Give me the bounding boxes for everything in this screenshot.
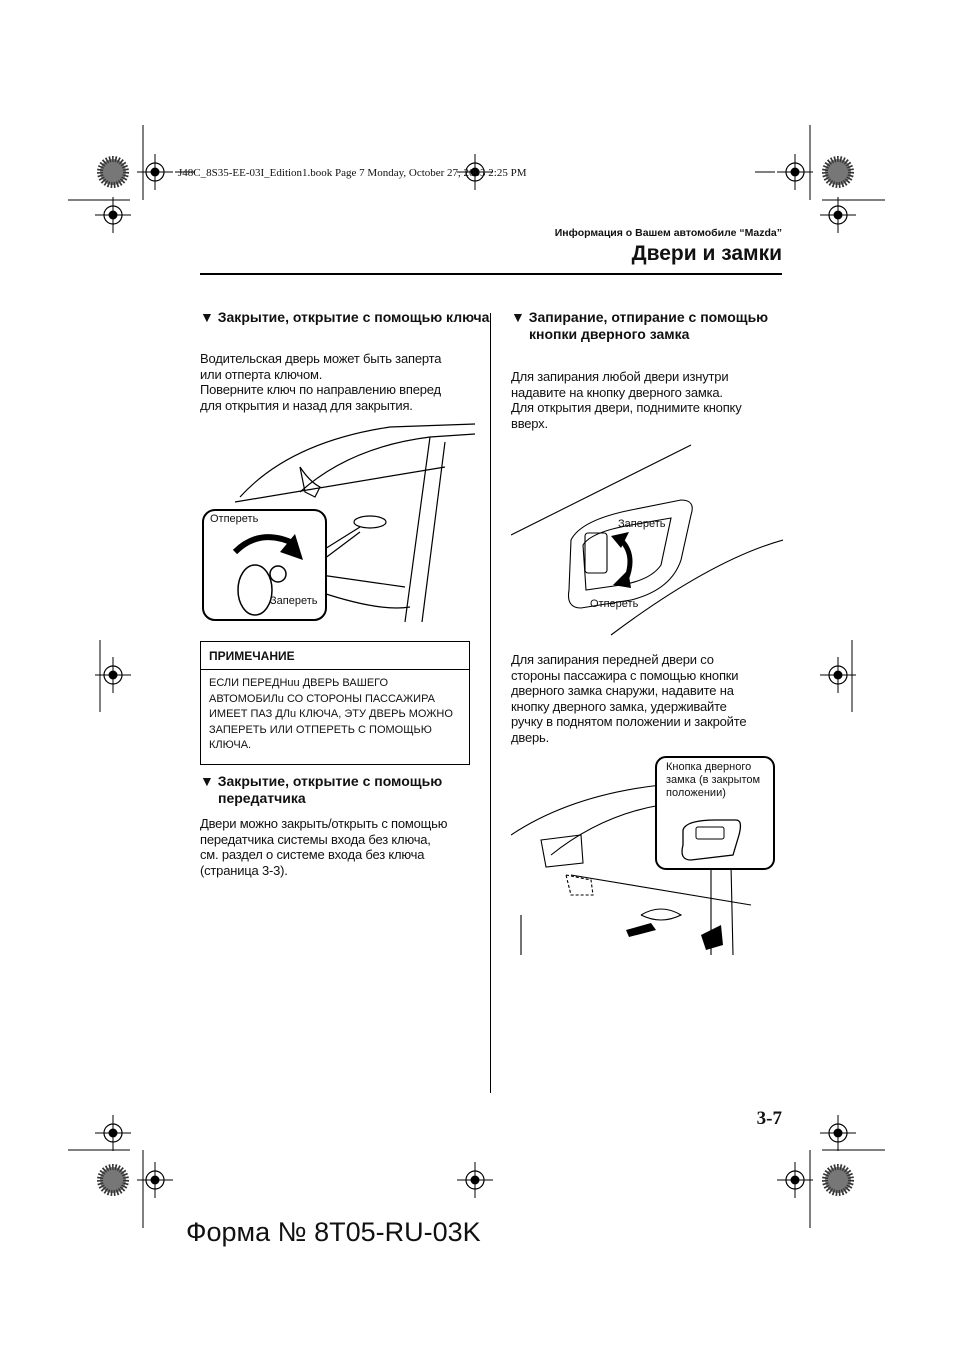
heading-transmitter: ▼ Закрытие, открытие с помощью передатчика: [200, 773, 443, 806]
transmitter-text: Двери можно закрыть/открыть с помощью передатчика системы входа без ключа, см. раздел о системе входа без ключа (страница 3-3).: [200, 816, 448, 878]
page-title: Двери и замки: [631, 242, 782, 265]
heading-text: Закрытие, открытие с помощью ключа: [217, 309, 490, 325]
title-rule: [200, 273, 782, 275]
key-text: Водительская дверь может быть заперта или отперта ключом. Поверните ключ по направлению вперед для открытия и назад для закрытия.: [200, 351, 442, 413]
heading-key: ▼ Закрытие, открытие с помощью ключа: [200, 309, 490, 325]
inner-lock-label: Запереть: [618, 518, 666, 530]
section-subtitle: Информация о Вашем автомобиле “Mazda”: [554, 227, 782, 239]
unlock-label: Отпереть: [210, 513, 259, 525]
heading-lock-button: ▼ Запирание, отпирание с помощью кнопки дверного замка: [511, 309, 769, 342]
note-heading: ПРИМЕЧАНИЕ: [201, 642, 469, 670]
heading-text: Закрытие, открытие с помощью передатчика: [217, 773, 443, 806]
lock-button-text: Для запирания любой двери изнутри надавите на кнопку дверного замка. Для открытия двери, поднимите кнопку вверх.: [511, 369, 742, 431]
heading-text: Запирание, отпирание с помощью кнопки дверного замка: [528, 309, 769, 342]
page-number: 3-7: [756, 1108, 782, 1129]
form-number: Форма № 8T05-RU-03K: [186, 1217, 481, 1247]
passenger-lock-text: Для запирания передней двери со стороны пассажира с помощью кнопки дверного замка снаружи, надавите на кнопку дверного замка, удерживайте ручку в поднятом положении и закройте дверь.: [511, 652, 747, 745]
note-text: ЕСЛИ ПЕРЕДНuu ДВЕРЬ ВАШЕГО АВТОМОБИЛu СО СТОРОНЫ ПАССАЖИРА ИМЕЕТ ПАЗ ДЛu КЛЮЧА, ЭТУ ДВЕРЬ МОЖНО ЗАПЕРЕТЬ ИЛИ ОТПЕРЕТЬ С ПОМОЩЬЮ КЛЮЧА.: [209, 677, 453, 751]
column-divider: [490, 313, 491, 1093]
lock-label: Запереть: [270, 595, 318, 607]
lock-button-label: Кнопка дверного замка (в закрытом положении): [666, 761, 761, 799]
note-box: [200, 641, 470, 765]
book-line: J48C_8S35-EE-03I_Edition1.book Page 7 Monday, October 27, 2003 2:25 PM: [178, 167, 527, 179]
inner-lock-illustration: [511, 440, 783, 640]
inner-unlock-label: Отпереть: [590, 598, 639, 610]
